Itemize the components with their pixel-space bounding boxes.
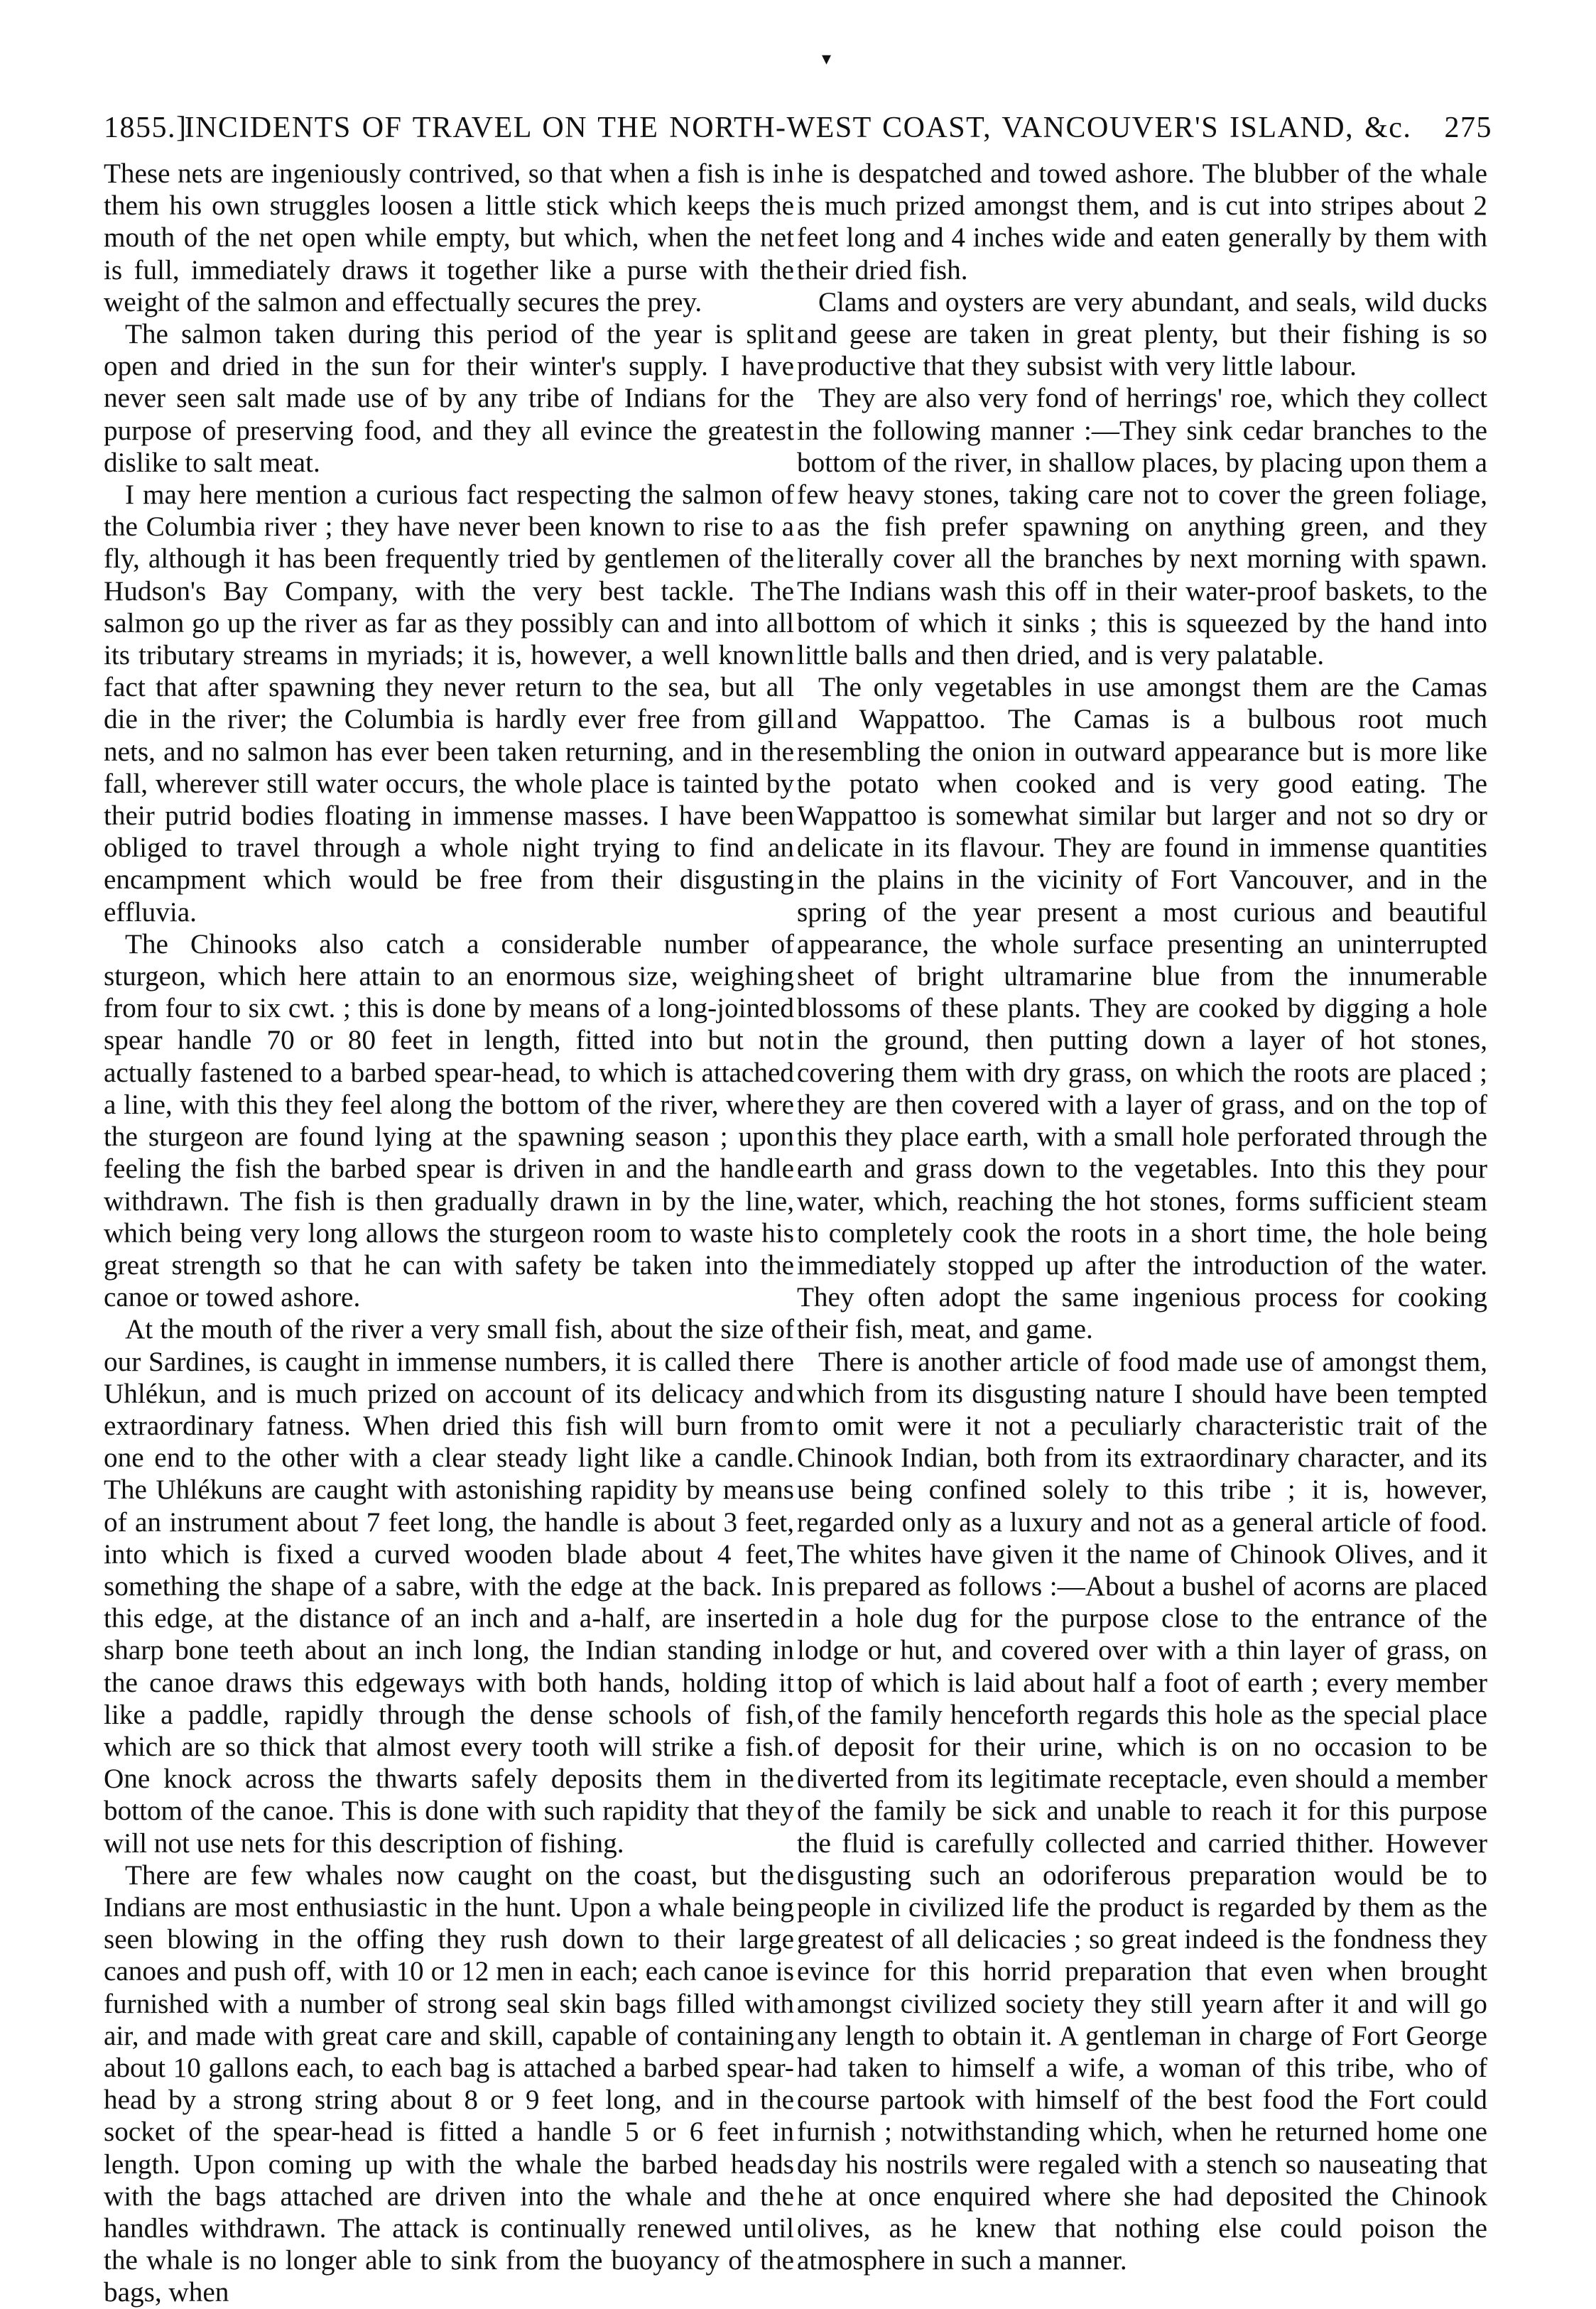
paragraph: I may here mention a curious fact respecting the salmon of the Columbia river ; they have never been known to rise to a fly, although it has been frequently tried by gentlemen of the Hudson's Bay Company, with the very best tackle. The salmon go up the river as far as they possibly can and into all its tributary streams in myriads; it is, however, a well known fact that after spawning they never return to the sea, but all die in the river; the Columbia is hardly ever free from gill nets, and no salmon has ever been taken returning, and in the fall, wherever still water occurs, the whole place is tainted by their putrid bodies floating in immense masses. I have been obliged to travel through a whole night trying to find an encampment which would be free from their disgusting effluvia. bbox=[104, 479, 794, 928]
paragraph: These nets are ingeniously contrived, so that when a fish is in them his own struggles loosen a little stick which keeps the mouth of the net open while empty, but which, when the net is full, immediately draws it together like a purse with the weight of the salmon and effectually secures the prey. bbox=[104, 158, 794, 317]
header-title: INCIDENTS OF TRAVEL ON THE NORTH-WEST COAST, VANCOUVER'S ISLAND, &c. bbox=[184, 112, 1412, 144]
header-year: 1855.] bbox=[104, 112, 188, 144]
paragraph: The only vegetables in use amongst them are the Camas and Wappattoo. The Camas is a bulbous root much resembling the onion in outward appearance but is more like the potato when cooked and is very good eating. The Wappattoo is somewhat similar but larger and not so dry or delicate in its flavour. They are found in immense quantities in the plains in the vicinity of Fort Vancouver, and in the spring of the year present a most curious and beautiful appearance, the whole surface presenting an uninterrupted sheet of bright ultramarine blue from the innumerable blossoms of these plants. They are cooked by digging a hole in the ground, then putting down a layer of hot stones, covering them with dry grass, on which the roots are placed ; they are then covered with a layer of grass, and on the top of this they place earth, with a small hole perforated through the earth and grass down to the vegetables. Into this they pour water, which, reaching the hot stones, forms sufficient steam to completely cook the roots in a short time, the hole being immediately stopped up after the introduction of the water. They often adopt the same ingenious process for cooking their fish, meat, and game. bbox=[797, 672, 1487, 1345]
paragraph: There are few whales now caught on the coast, but the Indians are most enthusiastic in the hunt. Upon a whale being seen blowing in the offing they rush down to their large canoes and push off, with 10 or 12 men in each; each canoe is furnished with a number of strong seal skin bags filled with air, and made with great care and skill, capable of containing about 10 gallons each, to each bag is attached a barbed spear-head by a strong string about 8 or 9 feet long, and in the socket of the spear-head is fitted a handle 5 or 6 feet in length. Upon coming up with the whale the barbed heads with the bags attached are driven into the whale and the handles withdrawn. The attack is continually renewed until the whale is no longer able to sink from the buoyancy of the bags, when bbox=[104, 1859, 794, 2308]
paragraph: he is despatched and towed ashore. The blubber of the whale is much prized amongst them, and is cut into stripes about 2 feet long and 4 inches wide and eaten generally by them with their dried fish. bbox=[797, 158, 1487, 286]
left-column bbox=[104, 158, 794, 2308]
paragraph: There is another article of food made use of amongst them, which from its disgusting nature I should have been tempted to omit were it not a peculiarly characteristic trait of the Chinook Indian, both from its extraordinary character, and its use being confined solely to this tribe ; it is, however, regarded only as a luxury and not as a general article of food. The whites have given it the name of Chinook Olives, and it is prepared as follows :—About a bushel of acorns are placed in a hole dug for the purpose close to the entrance of the lodge or hut, and covered over with a thin layer of grass, on top of which is laid about half a foot of earth ; every member of the family henceforth regards this hole as the special place of deposit for their urine, which is on no occasion to be diverted from its legitimate receptacle, even should a member of the family be sick and unable to reach it for this purpose the fluid is carefully collected and carried thither. However disgusting such an odoriferous preparation would be to people in civilized life the product is regarded by them as the greatest of all delicacies ; so great indeed is the fondness they evince for this horrid preparation that even when brought amongst civilized society they still yearn after it and will go any length to obtain it. A gentleman in charge of Fort George had taken to himself a wife, a woman of this tribe, who of course partook with himself of the best food the Fort could furnish ; notwithstanding which, when he returned home one day his nostrils were regaled with a stench so nauseating that he at once enquired where she had deposited the Chinook olives, as he knew that nothing else could poison the atmosphere in such a manner. bbox=[797, 1346, 1487, 2276]
paragraph: At the mouth of the river a very small fish, about the size of our Sardines, is caught in immense numbers, it is called there Uhlékun, and is much prized on account of its delicacy and extraordinary fatness. When dried this fish will burn from one end to the other with a clear steady light like a candle. The Uhlékuns are caught with astonishing rapidity by means of an instrument about 7 feet long, the handle is about 3 feet, into which is fixed a curved wooden blade about 4 feet, something the shape of a sabre, with the edge at the back. In this edge, at the distance of an inch and a-half, are inserted sharp bone teeth about an inch long, the Indian standing in the canoe draws this edgeways with both hands, holding it like a paddle, rapidly through the dense schools of fish, which are so thick that almost every tooth will strike a fish. One knock across the thwarts safely deposits them in the bottom of the canoe. This is done with such rapidity that they will not use nets for this description of fishing. bbox=[104, 1314, 794, 1859]
page-number: 275 bbox=[1444, 112, 1492, 144]
paragraph: The salmon taken during this period of the year is split open and dried in the sun for their winter's supply. I have never seen salt made use of by any tribe of Indians for the purpose of preserving food, and they all evince the greatest dislike to salt meat. bbox=[104, 319, 794, 478]
paragraph: Clams and oysters are very abundant, and seals, wild ducks and geese are taken in great plenty, but their fishing is so productive that they subsist with very little labour. bbox=[797, 286, 1487, 382]
right-column bbox=[797, 158, 1487, 2276]
printer-mark: ▾ bbox=[822, 48, 832, 69]
paragraph: They are also very fond of herrings' roe, which they collect in the following manner :—They sink cedar branches to the bottom of the river, in shallow places, by placing upon them a few heavy stones, taking care not to cover the green foliage, as the fish prefer spawning on anything green, and they literally cover all the branches by next morning with spawn. The Indians wash this off in their water-proof baskets, to the bottom of which it sinks ; this is squeezed by the hand into little balls and then dried, and is very palatable. bbox=[797, 383, 1487, 671]
running-header bbox=[104, 107, 1492, 149]
paragraph: The Chinooks also catch a considerable number of sturgeon, which here attain to an enormous size, weighing from four to six cwt. ; this is done by means of a long-jointed spear handle 70 or 80 feet in length, fitted into but not actually fastened to a barbed spear-head, to which is attached a line, with this they feel along the bottom of the river, where the sturgeon are found lying at the spawning season ; upon feeling the fish the barbed spear is driven in and the handle withdrawn. The fish is then gradually drawn in by the line, which being very long allows the sturgeon room to waste his great strength so that he can with safety be taken into the canoe or towed ashore. bbox=[104, 928, 794, 1313]
